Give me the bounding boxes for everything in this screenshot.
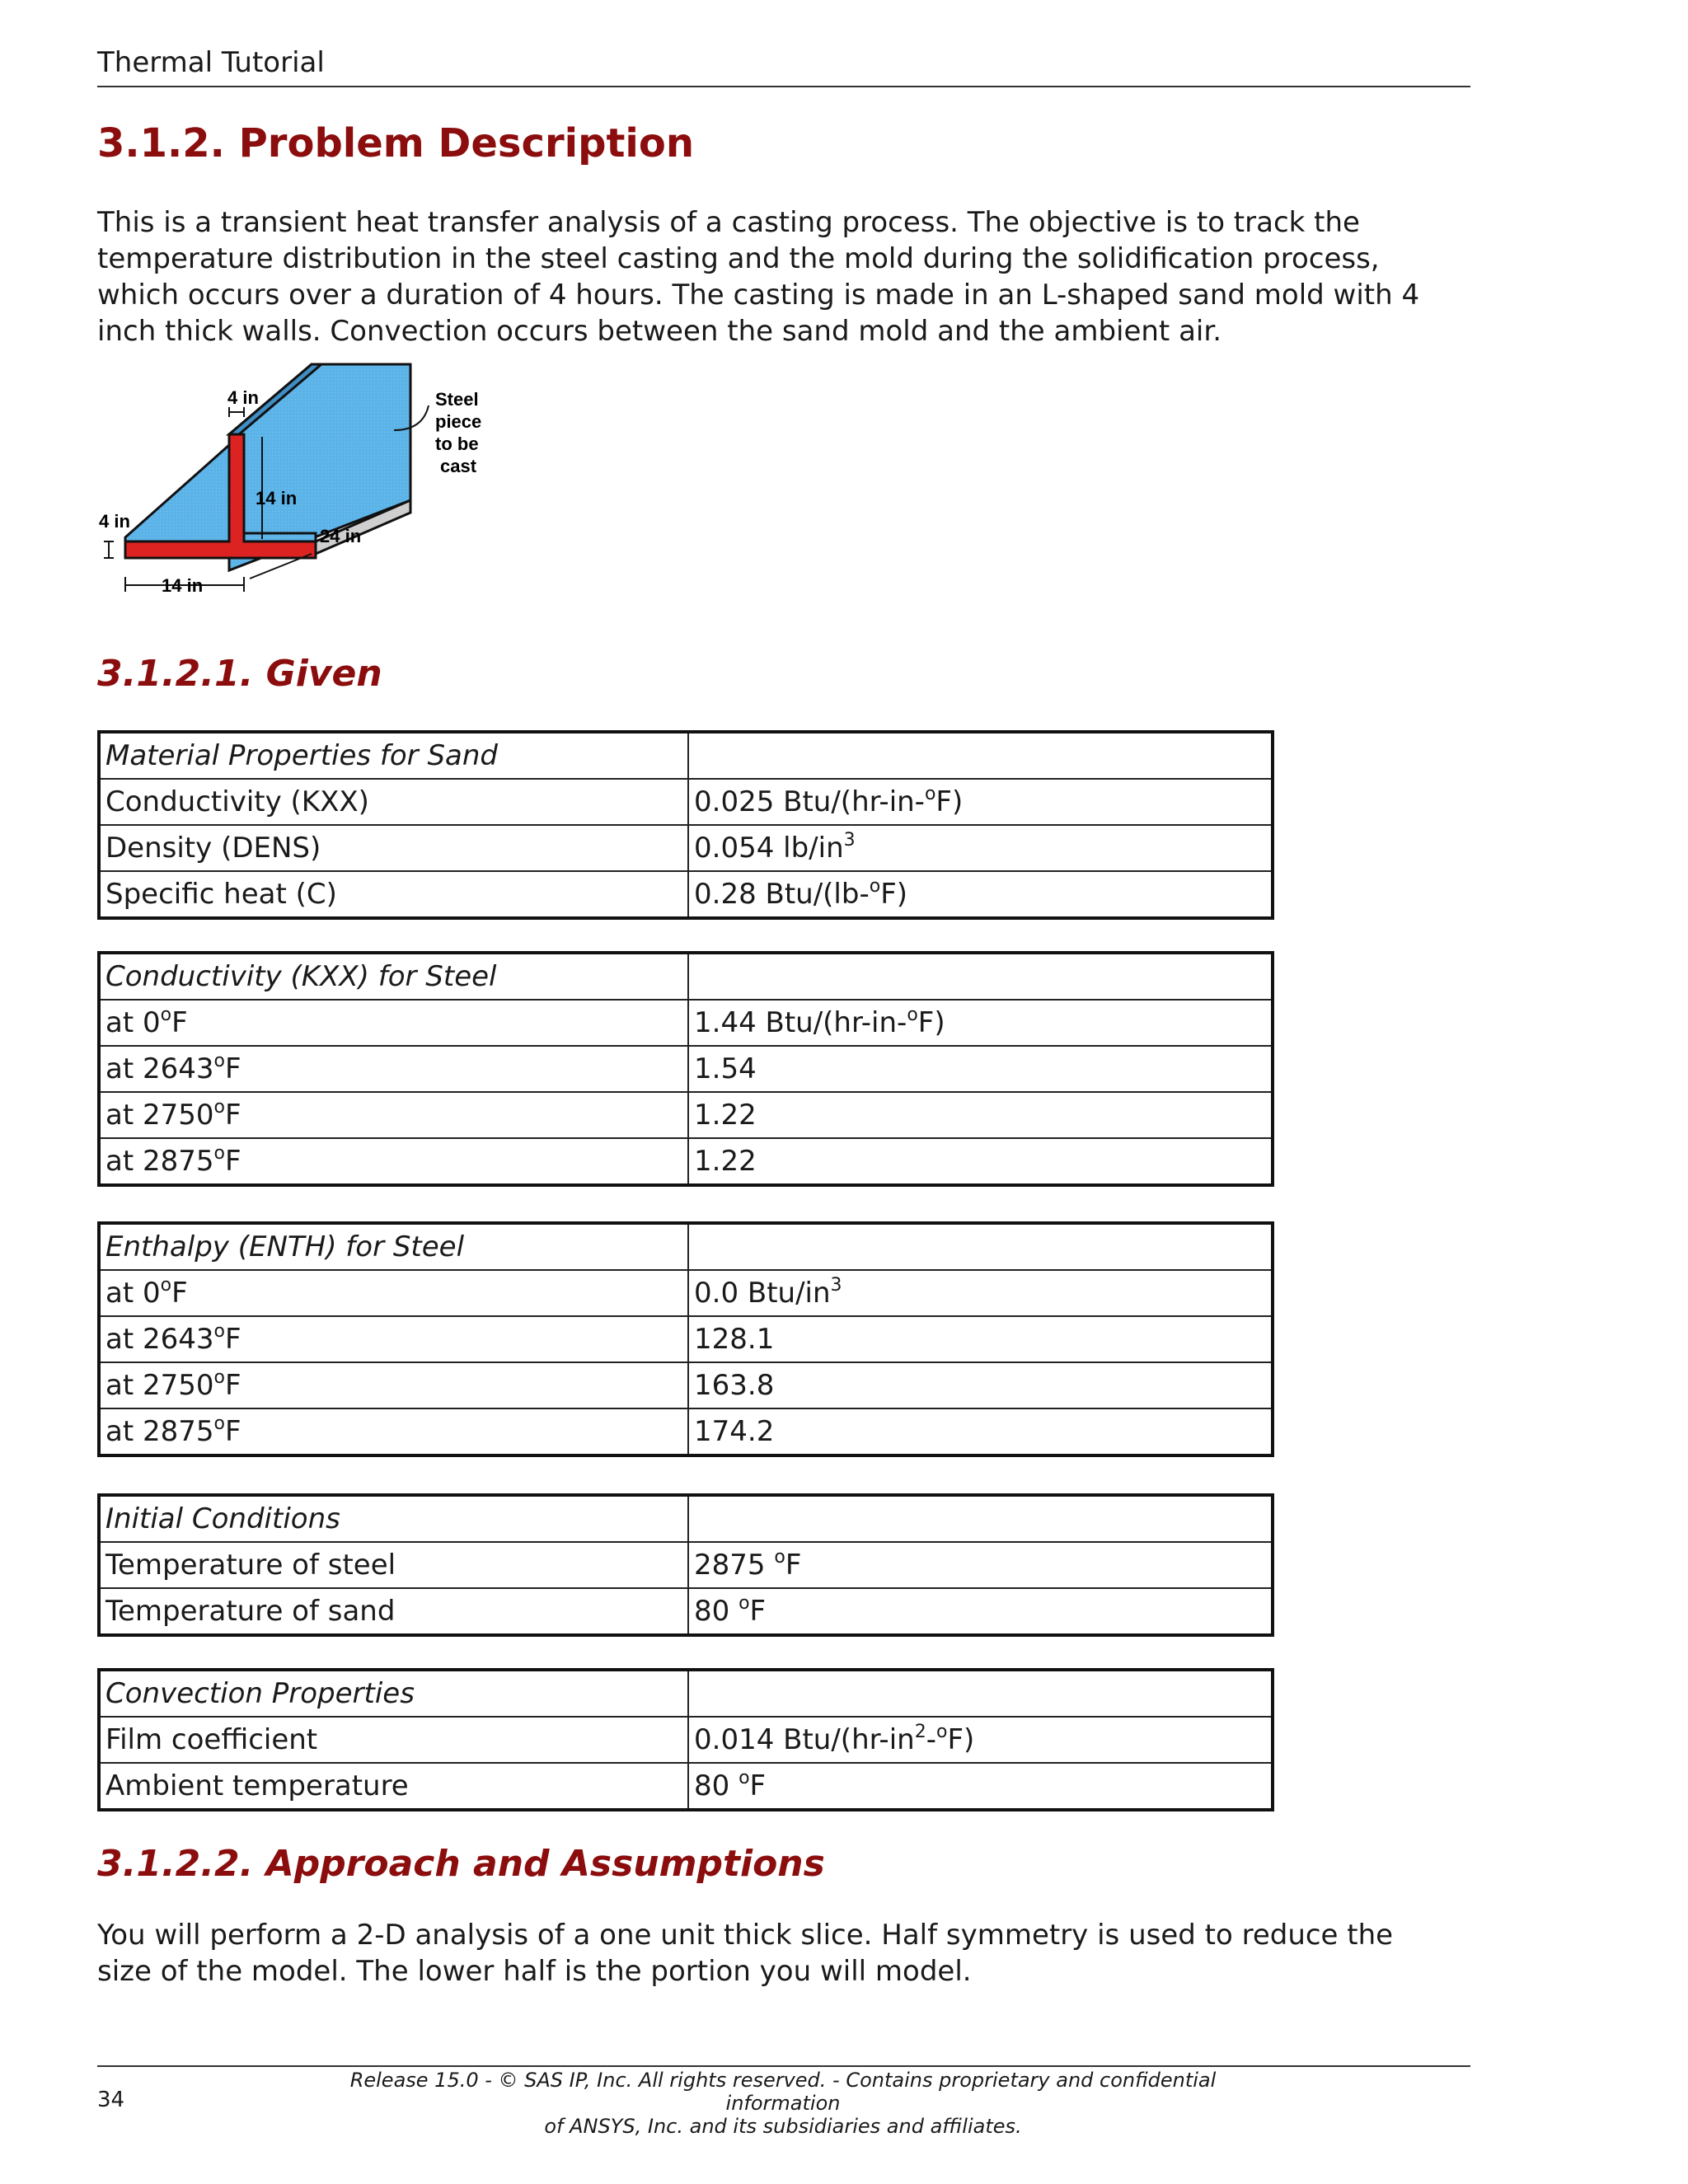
enthalpy-value: 128.1 xyxy=(688,1316,1273,1362)
ambient-temperature-value: 80 $^o$F xyxy=(688,1763,1273,1810)
table-row xyxy=(99,1408,1273,1455)
initial-table-header: Initial Conditions xyxy=(99,1495,688,1542)
sand-conductivity-value: 0.025 Btu/(hr-in-$^o$F) xyxy=(688,779,1273,825)
page-number: 34 xyxy=(97,2088,125,2112)
table-row xyxy=(99,1138,1273,1185)
steel-conductivity-table xyxy=(97,951,1274,1187)
enthalpy-temp-label: at 0$^o$F xyxy=(99,1270,688,1316)
label-left-thickness: 4 in xyxy=(99,511,130,532)
table-header-row xyxy=(99,1495,1273,1542)
enthalpy-temp-label: at 2875$^o$F xyxy=(99,1408,688,1455)
sand-temperature-value: 80 $^o$F xyxy=(688,1588,1273,1635)
enthalpy-table-header: Enthalpy (ENTH) for Steel xyxy=(99,1223,688,1270)
enthalpy-temp-label: at 2643$^o$F xyxy=(99,1316,688,1362)
approach-paragraph: You will perform a 2-D analysis of a one unit thick slice. Half symmetry is used to reduce the size of the model. The lower half is the portion you will model. xyxy=(97,1919,1394,1988)
casting-diagram xyxy=(97,356,493,597)
label-width: 14 in xyxy=(162,575,204,596)
footer-line2: of ANSYS, Inc. and its subsidiaries and affiliates. xyxy=(544,2115,1022,2138)
table-row xyxy=(99,825,1273,871)
label-top-thickness: 4 in xyxy=(227,387,259,408)
callout-line2: piece xyxy=(435,411,482,432)
sand-table-header: Material Properties for Sand xyxy=(99,732,688,779)
table-row xyxy=(99,1092,1273,1138)
film-coefficient-value: 0.014 Btu/$(hr-in^2-^oF)$ xyxy=(688,1717,1273,1763)
enthalpy-value: 163.8 xyxy=(688,1362,1273,1408)
table-header-row xyxy=(99,1670,1273,1717)
label-height: 14 in xyxy=(256,488,298,509)
table-row xyxy=(99,1000,1273,1046)
initial-conditions-table xyxy=(97,1493,1274,1637)
callout-line1: Steel xyxy=(435,389,479,410)
table-row xyxy=(99,1316,1273,1362)
sand-conductivity-label: Conductivity (KXX) xyxy=(99,779,688,825)
table-row xyxy=(99,871,1273,918)
convection-properties-table xyxy=(97,1668,1274,1811)
table-row xyxy=(99,1542,1273,1588)
sand-properties-table xyxy=(97,730,1274,920)
footer-line1: Release 15.0 - © SAS IP, Inc. All rights reserved. - Contains proprietary and confidential information xyxy=(349,2069,1217,2115)
steel-temperature-label: Temperature of steel xyxy=(99,1542,688,1588)
conductivity-value: 1.22 xyxy=(688,1092,1273,1138)
table-row xyxy=(99,1046,1273,1092)
table-header-row xyxy=(99,1223,1273,1270)
conductivity-value: 1.44 Btu/(hr-in-$^o$F) xyxy=(688,1000,1273,1046)
footer-legal xyxy=(297,2069,1269,2138)
conductivity-table-header: Conductivity (KXX) for Steel xyxy=(99,953,688,1000)
enthalpy-value: 0.0 Btu/$in^3$ xyxy=(688,1270,1273,1316)
sand-density-label: Density (DENS) xyxy=(99,825,688,871)
enthalpy-value: 174.2 xyxy=(688,1408,1273,1455)
table-header-row xyxy=(99,953,1273,1000)
footer-rule xyxy=(97,2065,1470,2067)
steel-temperature-value: 2875 $^o$F xyxy=(688,1542,1273,1588)
callout-line4: cast xyxy=(440,456,477,476)
running-header: Thermal Tutorial xyxy=(97,46,325,79)
sand-specific-heat-label: Specific heat (C) xyxy=(99,871,688,918)
ambient-temperature-label: Ambient temperature xyxy=(99,1763,688,1810)
conductivity-temp-label: at 2750$^o$F xyxy=(99,1092,688,1138)
approach-title: 3.1.2.2. Approach and Assumptions xyxy=(97,1843,825,1885)
conductivity-temp-label: at 0$^o$F xyxy=(99,1000,688,1046)
conductivity-temp-label: at 2875$^o$F xyxy=(99,1138,688,1185)
sand-temperature-label: Temperature of sand xyxy=(99,1588,688,1635)
section-title: 3.1.2. Problem Description xyxy=(97,120,694,166)
table-row xyxy=(99,1588,1273,1635)
conductivity-value: 1.22 xyxy=(688,1138,1273,1185)
film-coefficient-label: Film coefficient xyxy=(99,1717,688,1763)
given-title: 3.1.2.1. Given xyxy=(97,653,382,695)
enthalpy-temp-label: at 2750$^o$F xyxy=(99,1362,688,1408)
table-row xyxy=(99,1270,1273,1316)
conductivity-value: 1.54 xyxy=(688,1046,1273,1092)
steel-enthalpy-table xyxy=(97,1221,1274,1457)
label-depth: 24 in xyxy=(320,526,362,546)
intro-paragraph: This is a transient heat transfer analysis of a casting process. The objective is to track the temperature distribution in the steel casting and the mold during the solidification process, which occurs over a duration of 4 hours. The casting is made in an L-shaped sand mold with 4 inch thick walls. Convection occurs between the sand mold and the ambient air. xyxy=(97,206,1420,348)
table-row xyxy=(99,1362,1273,1408)
sand-density-value: 0.054 $lb/in^3$ xyxy=(688,825,1273,871)
sand-specific-heat-value: 0.28 Btu/(lb-$^o$F) xyxy=(688,871,1273,918)
casting-figure xyxy=(97,356,493,597)
table-header-row xyxy=(99,732,1273,779)
conductivity-temp-label: at 2643$^o$F xyxy=(99,1046,688,1092)
table-row xyxy=(99,779,1273,825)
table-row xyxy=(99,1717,1273,1763)
header-rule xyxy=(97,86,1470,87)
table-row xyxy=(99,1763,1273,1810)
callout-line3: to be xyxy=(435,434,479,454)
convection-table-header: Convection Properties xyxy=(99,1670,688,1717)
